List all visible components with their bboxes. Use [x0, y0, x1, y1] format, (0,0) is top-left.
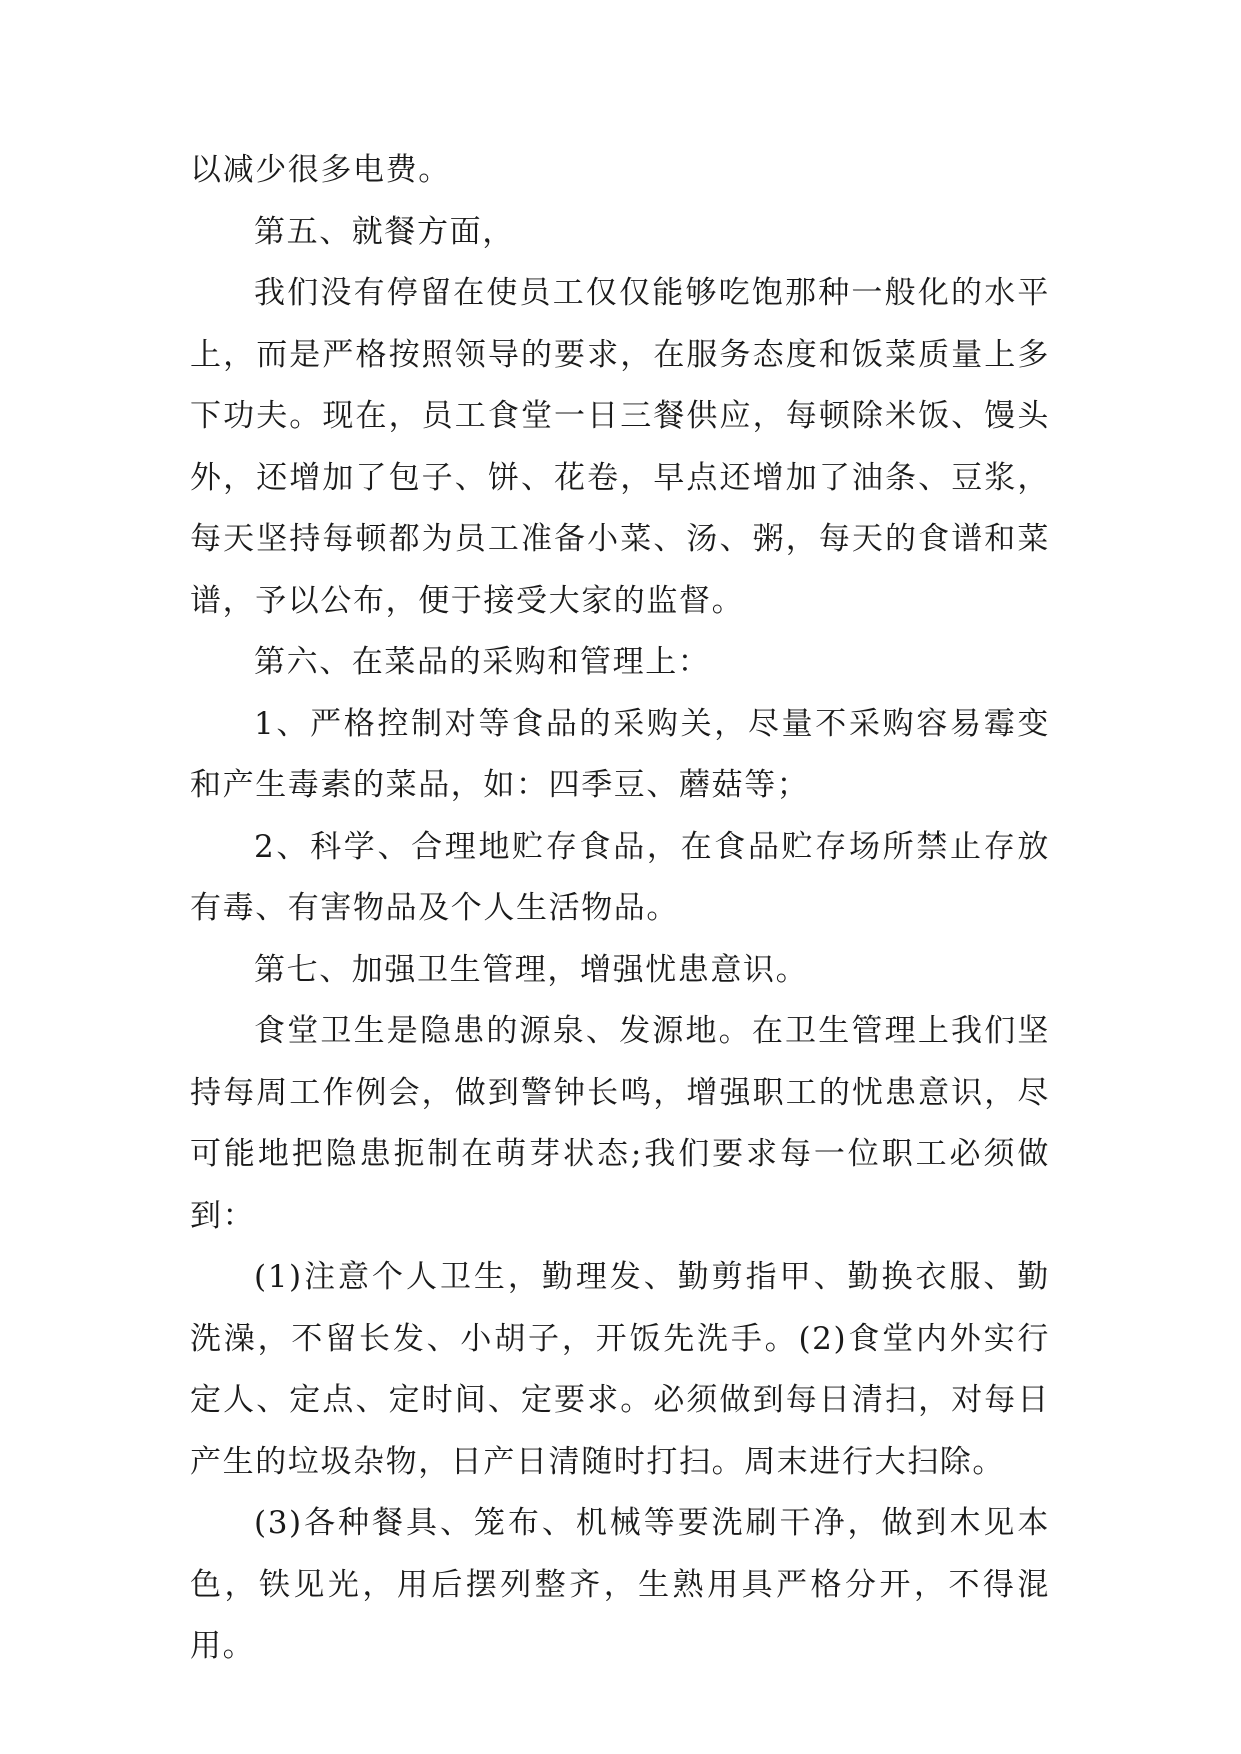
paragraph: 食堂卫生是隐患的源泉、发源地。在卫生管理上我们坚持每周工作例会，做到警钟长鸣，增强职工的忧患意识，尽可能地把隐患扼制在萌芽状态;我们要求每一位职工必须做到： — [190, 1013, 1050, 1234]
section-heading-hygiene: 第七、加强卫生管理，增强忧患意识。 — [254, 951, 809, 988]
list-item: (3)各种餐具、笼布、机械等要洗刷干净，做到木见本色，铁见光，用后摆列整齐，生熟用具严格分开，不得混用。 — [190, 1505, 1050, 1664]
paragraph: 以减少很多电费。 — [190, 152, 451, 188]
list-item: 1、严格控制对等食品的采购关，尽量不采购容易霉变和产生毒素的菜品，如：四季豆、蘑菇等； — [190, 705, 1050, 803]
list-item: (1)注意个人卫生，勤理发、勤剪指甲、勤换衣服、勤洗澡，不留长发、小胡子，开饭先洗手。(2)食堂内外实行定人、定点、定时间、定要求。必须做到每日清扫，对每日产生的垃圾杂物，日产日清随时打扫。周末进行大扫除。 — [190, 1259, 1050, 1480]
section-heading-dining: 第五、就餐方面， — [254, 213, 515, 250]
section-heading-purchasing: 第六、在菜品的采购和管理上： — [254, 644, 711, 680]
paragraph: 我们没有停留在使员工仅仅能够吃饱那种一般化的水平上，而是严格按照领导的要求，在服务态度和饭菜质量上多下功夫。现在，员工食堂一日三餐供应，每顿除米饭、馒头外，还增加了包子、饼、花卷，早点还增加了油条、豆浆，每天坚持每顿都为员工准备小菜、汤、粥，每天的食谱和菜谱，予以公布，便于接受大家的监督。 — [190, 275, 1050, 619]
list-item: 2、科学、合理地贮存食品，在食品贮存场所禁止存放有毒、有害物品及个人生活物品。 — [190, 828, 1050, 926]
document-page — [190, 140, 1050, 1678]
